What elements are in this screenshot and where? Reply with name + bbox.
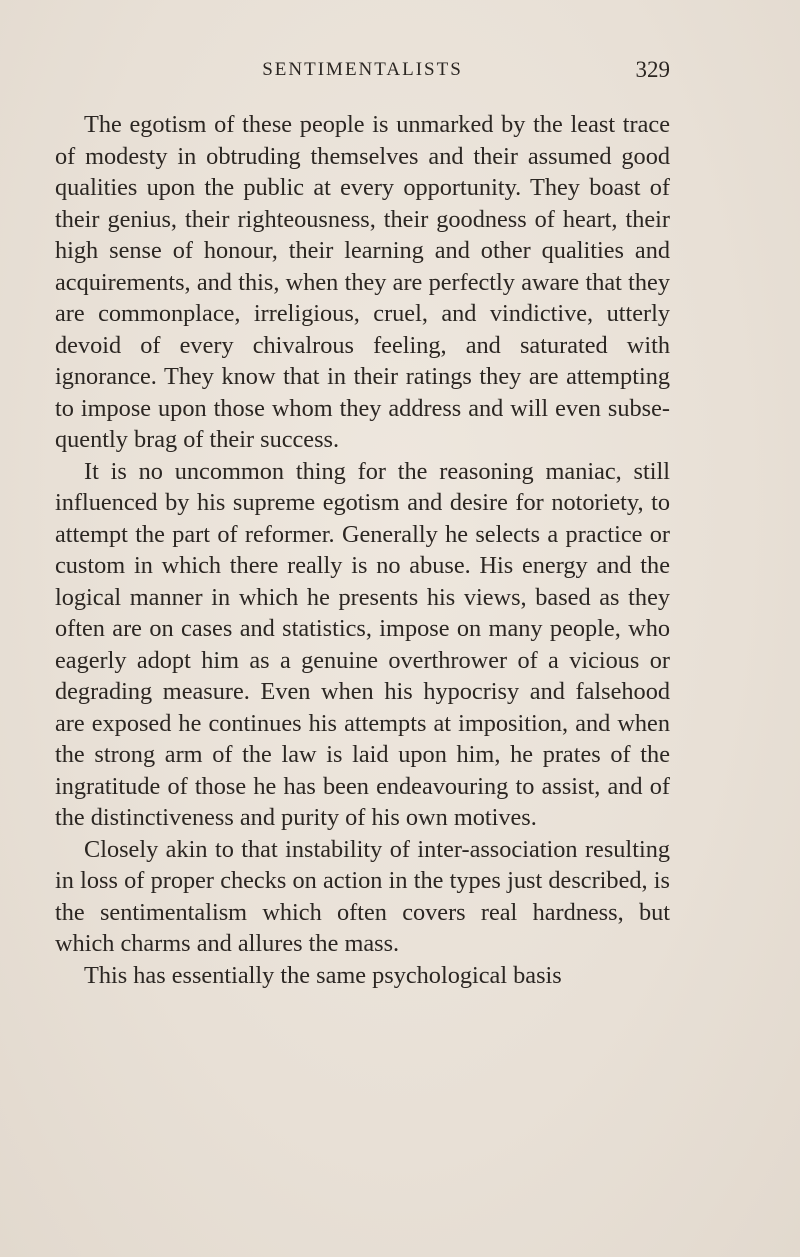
running-head: [55, 57, 670, 87]
paragraph: The egotism of these people is unmarked by the least trace of modesty in obtruding themselves and their assumed good qualities upon the public at every opportunity. They boast of their genius, their righteousness, their goodness of heart, their high sense of honour, their learning and other qualities and acquirements, and this, when they are perfectly aware that they are commonplace, irreligious, cruel, and vindictive, utterly devoid of every chivalrous feeling, and saturated with ignorance. They know that in their ratings they are attempting to impose upon those whom they address and will even subse-quently brag of their success.: [55, 111, 670, 453]
page-number: 329: [635, 57, 670, 82]
paragraph: It is no uncommon thing for the reasoning maniac, still influenced by his supreme egotism and desire for notoriety, to attempt the part of reformer. Generally he selects a practice or custom in which there really is no abuse. His energy and the logical manner in which he presents his views, based as they often are on cases and statistics, impose on many people, who eagerly adopt him as a genuine overthrower of a vicious or degrading measure. Even when his hypocrisy and falsehood are exposed he continues his attempts at imposition, and when the strong arm of the law is laid upon him, he prates of the ingratitude of those he has been endeavouring to assist, and of the distinctiveness and purity of his own motives.: [55, 457, 670, 831]
paragraph: Closely akin to that instability of inter-association resulting in loss of proper checks on action in the types just described, is the sentimentalism which often covers real hardness, but which charms and allures the mass.: [55, 835, 670, 957]
body-text: [55, 109, 670, 991]
running-head-title: SENTIMENTALISTS: [262, 59, 463, 80]
paragraph: This has essentially the same psychological basis: [84, 961, 562, 989]
